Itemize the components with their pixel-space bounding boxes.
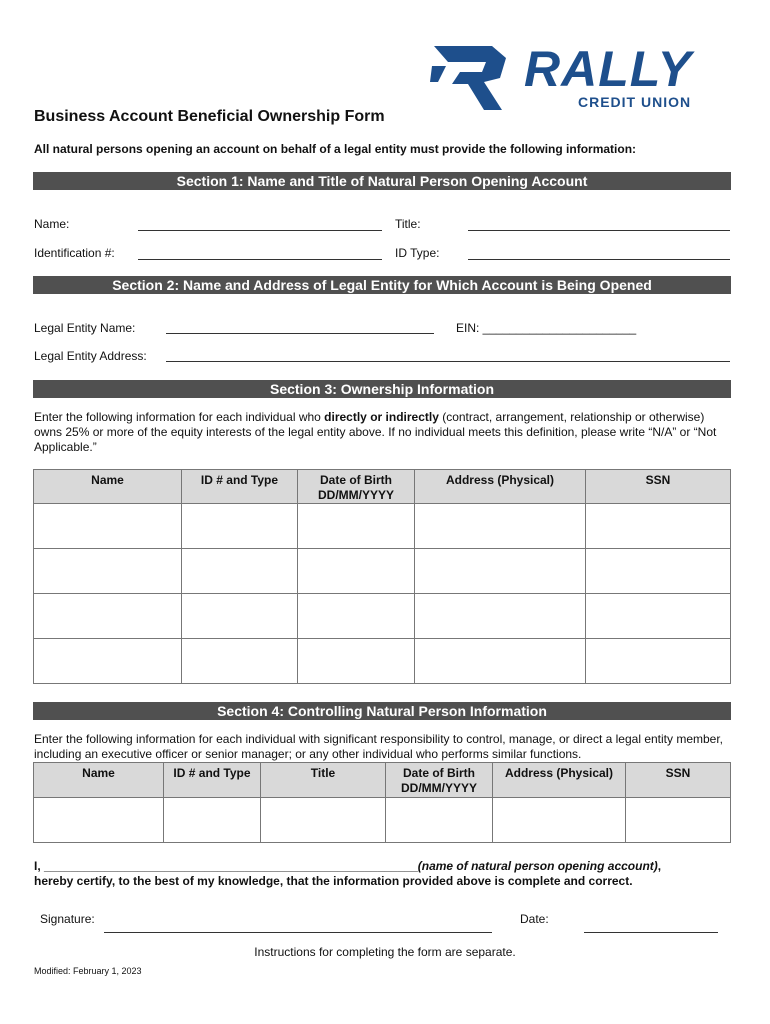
certification-comma: , <box>657 859 662 873</box>
certification-italic: (name of natural person opening account) <box>417 859 658 873</box>
identification-field[interactable] <box>138 259 382 260</box>
modified-date: Modified: February 1, 2023 <box>34 966 142 976</box>
instructions-note: Instructions for completing the form are separate. <box>254 945 516 959</box>
controlling-person-table <box>33 762 731 843</box>
table-cell[interactable] <box>386 798 493 843</box>
section-4-instructions: Enter the following information for each individual with significant responsibility to control, manage, or direct a legal entity member, including an executive officer or senior manager; or any other individual who performs similar functions. <box>34 732 724 761</box>
table-cell[interactable] <box>298 504 415 549</box>
form-title: Business Account Beneficial Ownership Form <box>34 108 385 125</box>
table-cell[interactable] <box>164 798 261 843</box>
table-cell[interactable] <box>415 504 586 549</box>
table-cell[interactable] <box>34 639 182 684</box>
table-cell[interactable] <box>182 504 298 549</box>
table-cell[interactable] <box>586 594 731 639</box>
table-cell[interactable] <box>182 639 298 684</box>
legal-entity-name-field[interactable] <box>166 333 434 334</box>
logo-subtitle: CREDIT UNION <box>578 94 692 110</box>
id-type-field[interactable] <box>468 259 730 260</box>
section-3-text-a: Enter the following information for each individual who <box>34 410 325 424</box>
section-4-header: Section 4: Controlling Natural Person Information <box>33 702 731 720</box>
certification-statement <box>34 859 734 889</box>
ownership-table <box>33 469 731 684</box>
intro-text: All natural persons opening an account on behalf of a legal entity must provide the following information: <box>34 142 637 156</box>
table-cell[interactable] <box>34 549 182 594</box>
table-cell[interactable] <box>34 504 182 549</box>
control-header-title: Title <box>261 763 386 798</box>
table-cell[interactable] <box>586 504 731 549</box>
table-cell[interactable] <box>34 594 182 639</box>
name-label: Name: <box>34 217 70 231</box>
table-row <box>34 549 731 594</box>
ownership-header-name: Name <box>34 470 182 504</box>
logo-wordmark: RALLY <box>524 41 692 97</box>
control-header-ssn: SSN <box>626 763 731 798</box>
section-2-header: Section 2: Name and Address of Legal Entity for Which Account is Being Opened <box>33 276 731 294</box>
ownership-header-address: Address (Physical) <box>415 470 586 504</box>
name-field[interactable] <box>138 230 382 231</box>
table-row <box>34 639 731 684</box>
ein-label[interactable]: EIN: _______________________ <box>456 321 637 335</box>
table-cell[interactable] <box>298 594 415 639</box>
identification-label: Identification #: <box>34 246 115 260</box>
date-label: Date: <box>520 912 549 926</box>
signature-field[interactable] <box>104 932 492 933</box>
certification-line-1 <box>34 859 734 874</box>
section-1-header: Section 1: Name and Title of Natural Person Opening Account <box>33 172 731 190</box>
ownership-header-dob: Date of Birth DD/MM/YYYY <box>298 470 415 504</box>
table-row <box>34 798 731 843</box>
table-cell[interactable] <box>415 639 586 684</box>
section-3-text-bold: directly or indirectly <box>324 410 439 424</box>
table-cell[interactable] <box>415 594 586 639</box>
table-cell[interactable] <box>586 549 731 594</box>
certification-line-2: hereby certify, to the best of my knowledge, that the information provided above is complete and correct. <box>34 874 633 888</box>
table-cell[interactable] <box>261 798 386 843</box>
section-3-header: Section 3: Ownership Information <box>33 380 731 398</box>
table-cell[interactable] <box>586 639 731 684</box>
table-cell[interactable] <box>493 798 626 843</box>
table-row <box>34 504 731 549</box>
table-cell[interactable] <box>298 549 415 594</box>
table-cell[interactable] <box>626 798 731 843</box>
legal-entity-address-label: Legal Entity Address: <box>34 349 147 363</box>
ownership-header-id: ID # and Type <box>182 470 298 504</box>
table-cell[interactable] <box>34 798 164 843</box>
certification-name-blank[interactable]: I, ________________________________________________________ <box>34 859 418 873</box>
control-header-id: ID # and Type <box>164 763 261 798</box>
control-header-address: Address (Physical) <box>493 763 626 798</box>
date-field[interactable] <box>584 932 718 933</box>
control-header-dob: Date of Birth DD/MM/YYYY <box>386 763 493 798</box>
id-type-label: ID Type: <box>395 246 440 260</box>
control-header-name: Name <box>34 763 164 798</box>
legal-entity-address-field[interactable] <box>166 361 730 362</box>
title-label: Title: <box>395 217 421 231</box>
rally-r-mark-icon <box>430 44 526 112</box>
title-field[interactable] <box>468 230 730 231</box>
table-cell[interactable] <box>415 549 586 594</box>
rally-logo <box>430 41 730 114</box>
ownership-header-ssn: SSN <box>586 470 731 504</box>
table-row <box>34 594 731 639</box>
table-cell[interactable] <box>182 549 298 594</box>
table-cell[interactable] <box>298 639 415 684</box>
legal-entity-name-label: Legal Entity Name: <box>34 321 136 335</box>
signature-label: Signature: <box>40 912 95 926</box>
table-cell[interactable] <box>182 594 298 639</box>
section-3-instructions <box>34 410 734 455</box>
section-3-text-b: (contract, arrangement, relationship or otherwise) owns 25% or more of the equity interests of the legal entity above. If no individual meets this definition, please write “N/A” or “Not Applicable.” <box>34 410 717 454</box>
